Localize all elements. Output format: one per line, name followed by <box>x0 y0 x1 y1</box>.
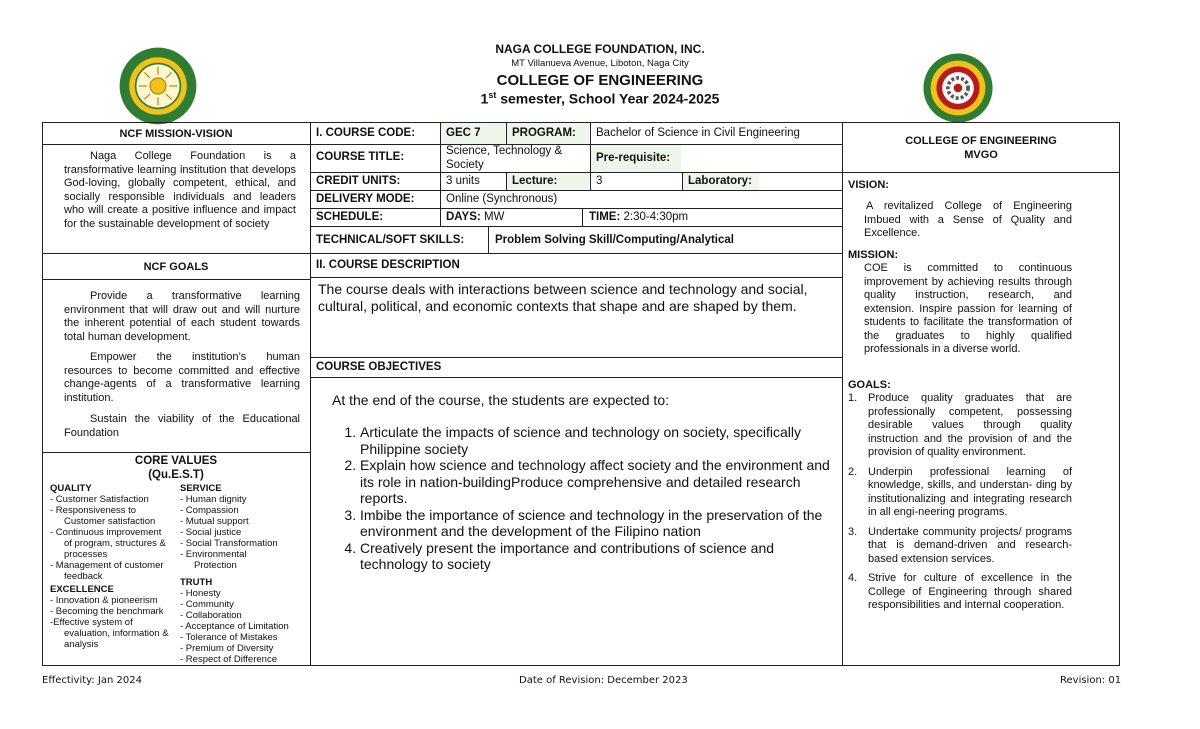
program-label: PROGRAM: <box>507 123 589 144</box>
truth-title: TRUTH <box>180 577 213 588</box>
course-code-value: GEC 7 <box>441 123 505 144</box>
goals-label: GOALS: <box>848 379 891 391</box>
list-item: - Social Transformation <box>180 538 278 549</box>
objectives-intro: At the end of the course, the students are expected to: <box>332 392 669 408</box>
delivery-mode-label: DELIVERY MODE: <box>316 193 415 205</box>
org-address: MT Villanueva Avenue, Liboton, Naga City <box>511 58 689 69</box>
list-item: - Innovation & pioneerism <box>50 595 158 606</box>
vision-label: VISION: <box>848 179 889 191</box>
list-item: 1. Articulate the impacts of science and technology on society, specifically Philippine society <box>360 424 834 457</box>
mission-label: MISSION: <box>848 249 899 261</box>
list-item: processes <box>64 549 108 560</box>
list-item: - Responsiveness to <box>50 505 137 516</box>
list-item: feedback <box>64 571 103 582</box>
mission-text: COE is committed to continuous improvement by achieving results through quality instruction, research, and extension. Inspire passion for learning of students to facilitate the transformation of the graduates to highly qualified professionals in a diverse world. <box>864 262 1072 355</box>
course-title-value: Science, Technology & Society <box>446 145 563 171</box>
schedule-label: SCHEDULE: <box>316 211 384 223</box>
revision-number: Revision: 01 <box>1060 675 1122 686</box>
course-description-title: II. COURSE DESCRIPTION <box>316 259 460 271</box>
list-item: Protection <box>194 560 237 571</box>
list-item: -Effective system of <box>50 617 133 628</box>
ncf-goal-3: Sustain the viability of the Educational Foundation <box>64 413 300 439</box>
skills-value: Problem Solving Skill/Computing/Analytical <box>495 234 734 246</box>
list-item: 3. Imbibe the importance of science and technology in the preservation of the environment and the development of the Filipino nation <box>360 507 834 540</box>
credit-units-label: CREDIT UNITS: <box>316 175 401 187</box>
days: DAYS: MW <box>446 211 505 223</box>
ncf-logo <box>118 46 198 131</box>
list-item: Customer satisfaction <box>64 516 156 527</box>
course-description: The course deals with interactions between science and technology and social, cultural, political, and economic contexts that shape and are shaped by them. <box>318 281 808 314</box>
revision-date: Date of Revision: December 2023 <box>519 675 688 686</box>
course-objectives-title: COURSE OBJECTIVES <box>316 361 442 373</box>
lecture-value: 3 <box>596 175 603 187</box>
list-item: - Continuous improvement <box>50 527 162 538</box>
list-item: 3. Undertake community projects/ programs that is demand-driven and research-based extension services. <box>848 525 1072 565</box>
list-item: evaluation, information & <box>64 628 169 639</box>
list-item: - Premium of Diversity <box>180 643 274 654</box>
excellence-title: EXCELLENCE <box>50 584 114 595</box>
list-item: - Becoming the benchmark <box>50 606 164 617</box>
prerequisite-label: Pre-requisite: <box>591 145 681 172</box>
list-item: - Social justice <box>180 527 242 538</box>
vision-text: A revitalized College of Engineering Imbued with a Sense of Quality and Excellence. <box>864 200 1072 239</box>
core-values-sub: (Qu.E.S.T) <box>148 469 204 481</box>
delivery-mode-value: Online (Synchronous) <box>446 193 558 205</box>
list-item: analysis <box>64 639 99 650</box>
list-item: 4. Strive for culture of excellence in the College of Engineering through shared responsibilities and internal cooperation. <box>848 572 1072 611</box>
coe-goals-list <box>848 392 1072 613</box>
org-name: NAGA COLLEGE FOUNDATION, INC. <box>495 42 705 56</box>
course-code-label: I. COURSE CODE: <box>316 127 416 139</box>
list-item: of program, structures & <box>64 538 166 549</box>
credit-units-value: 3 units <box>446 175 480 187</box>
laboratory-label: Laboratory: <box>683 173 759 190</box>
core-values-title: CORE VALUES <box>134 455 218 467</box>
ncf-goals-title: NCF GOALS <box>143 261 209 273</box>
college-title: COLLEGE OF ENGINEERING <box>496 72 704 89</box>
list-item: - Collaboration <box>180 610 242 621</box>
coe-mvgo: MVGO <box>964 149 998 161</box>
skills-label: TECHNICAL/SOFT SKILLS: <box>316 234 465 246</box>
list-item: - Tolerance of Mistakes <box>180 632 278 643</box>
lecture-label: Lecture: <box>507 173 589 190</box>
list-item: - Customer Satisfaction <box>50 494 149 505</box>
quality-title: QUALITY <box>50 483 92 494</box>
program-value: Bachelor of Science in Civil Engineering <box>596 127 800 139</box>
time: TIME: 2:30-4:30pm <box>589 211 689 223</box>
list-item: - Mutual support <box>180 516 249 527</box>
semester-line: 1st semester, School Year 2024-2025 <box>480 90 720 107</box>
objectives-list <box>332 424 834 573</box>
service-truth-values <box>180 483 308 665</box>
coe-logo <box>922 52 994 129</box>
ncf-seal-icon <box>118 46 198 126</box>
list-item: - Acceptance of Limitation <box>180 621 289 632</box>
service-title: SERVICE <box>180 483 222 494</box>
coe-seal-icon <box>922 52 994 124</box>
list-item: - Management of customer <box>50 560 164 571</box>
ncf-goal-2: Empower the institution’s human resources to become committed and effective change-agents of a transformative learning institution. <box>64 351 300 404</box>
effectivity: Effectivity: Jan 2024 <box>42 675 142 686</box>
list-item: 1. Produce quality graduates that are professionally competent, possessing desirable values through quality instruction and the provision of and the provision of quality environment. <box>848 392 1072 458</box>
list-item: - Respect of Difference <box>180 654 277 665</box>
quality-values <box>50 483 180 650</box>
list-item: - Community <box>180 599 234 610</box>
coe-title: COLLEGE OF ENGINEERING <box>905 135 1057 147</box>
mission-vision-title: NCF MISSION-VISION <box>119 128 233 140</box>
list-item: - Human dignity <box>180 494 247 505</box>
list-item: - Environmental <box>180 549 247 560</box>
ncf-goal-1: Provide a transformative learning environment that will draw out and will nurture the inherent potential of each student towards total human development. <box>64 290 300 343</box>
list-item: 2. Explain how science and technology affect society and the environment and its role in nation-buildingProduce comprehensive and detailed research reports. <box>360 457 834 507</box>
list-item: 4. Creatively present the importance and contributions of science and technology to society <box>360 540 834 573</box>
list-item: - Compassion <box>180 505 239 516</box>
mission-vision-text: Naga College Foundation is a transformative learning institution that develops God-loving, globally competent, ethical, and socially responsible individuals and leaders who will create a positive influence and impact for the sustainable development of society <box>64 150 296 230</box>
course-title-label: COURSE TITLE: <box>316 151 405 163</box>
list-item: 2. Underpin professional learning of knowledge, skills, and understan- ding by institutionalizing and integrating research in all engi-neering programs. <box>848 465 1072 518</box>
list-item: - Honesty <box>180 588 221 599</box>
